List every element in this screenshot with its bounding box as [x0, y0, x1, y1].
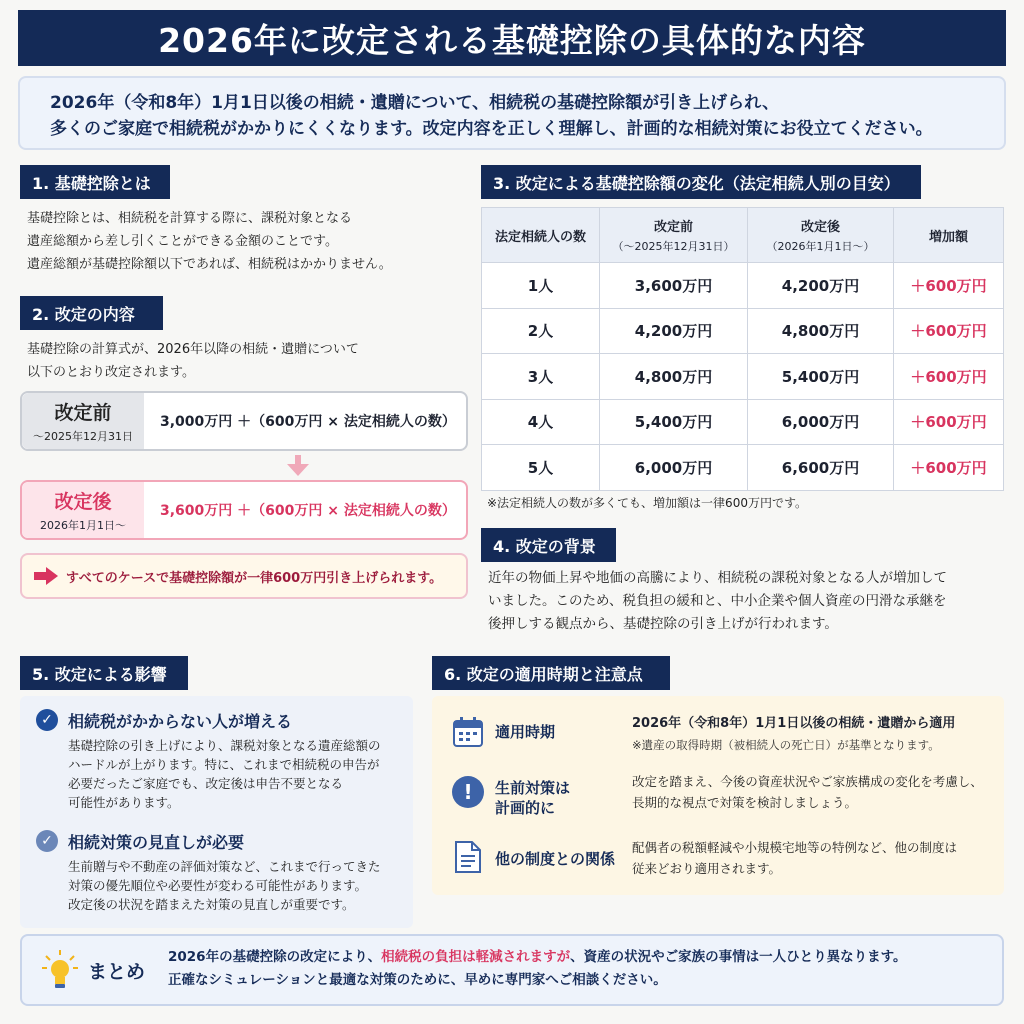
summary-text: [168, 946, 907, 992]
check-icon: ✓: [36, 830, 58, 852]
cell-increase: ＋600万円: [894, 445, 1004, 491]
section-1-line: 基礎控除とは、相続税を計算する際に、課税対象となる: [27, 211, 353, 226]
cell-after: 4,200万円: [748, 263, 894, 309]
cell-heirs: 5人: [482, 445, 600, 491]
cell-after: 6,600万円: [748, 445, 894, 491]
before-label-text: 改定前: [54, 402, 112, 424]
section-1-body: [27, 207, 457, 276]
section-4-line: いました。このため、税負担の緩和と、中小企業や個人資産の円滑な承継を: [488, 593, 947, 609]
document-icon: [454, 840, 482, 874]
summary-label: まとめ: [88, 961, 146, 983]
table-header-row: [482, 208, 1004, 263]
timing-main: 2026年（令和8年）1月1日以後の相続・遺贈から適用: [632, 716, 956, 731]
before-formula-box: [20, 391, 468, 451]
summary-line-1-post: 、資産の状況やご家族の事情は一人ひとり異なります。: [570, 949, 907, 965]
cell-heirs: 1人: [482, 263, 600, 309]
cell-after: 6,000万円: [748, 399, 894, 445]
before-period: ～2025年12月31日: [33, 430, 133, 443]
impact-2-line: 対策の優先順位や必要性が変わる可能性があります。: [68, 878, 368, 893]
cell-heirs: 2人: [482, 308, 600, 354]
timing-sub: ※遺産の取得時期（被相続人の死亡日）が基準となります。: [632, 738, 940, 752]
cell-increase: ＋600万円: [894, 308, 1004, 354]
table-row: [482, 263, 1004, 309]
check-icon: ✓: [36, 709, 58, 731]
cell-increase: ＋600万円: [894, 354, 1004, 400]
section-1-line: 遺産総額から差し引くことができる金額のことです。: [27, 234, 338, 249]
impact-1-line: ハードルが上がります。特に、これまで相続税の申告が: [68, 757, 380, 772]
impact-2-line: 改定後の状況を踏まえた対策の見直しが重要です。: [68, 897, 355, 912]
other-systems-line: 従来どおり適用されます。: [632, 861, 782, 876]
impact-2-text: [68, 857, 408, 914]
planning-label-line: 計画的に: [495, 799, 556, 817]
table-row: [482, 354, 1004, 400]
section-2-body: [27, 338, 457, 384]
cell-heirs: 3人: [482, 354, 600, 400]
header-before-label: 改定前: [653, 220, 693, 235]
after-period: 2026年1月1日～: [40, 519, 126, 532]
after-label-text: 改定後: [54, 491, 112, 513]
section-1-line: 遺産総額が基礎控除額以下であれば、相続税はかかりません。: [27, 257, 392, 272]
cell-heirs: 4人: [482, 399, 600, 445]
cell-before: 5,400万円: [600, 399, 748, 445]
summary-line-2: 正確なシミュレーションと最適な対策のために、早めに専門家へご相談ください。: [168, 972, 667, 988]
impact-1-title: 相続税がかからない人が増える: [68, 712, 293, 731]
table-row: [482, 445, 1004, 491]
header-after-label: 改定後: [800, 220, 840, 235]
table-row: [482, 399, 1004, 445]
intro-box: [18, 76, 1006, 150]
header-after-sub: （2026年1月1日～）: [766, 240, 875, 253]
header-heirs: 法定相続人の数: [482, 208, 600, 263]
impact-1-line: 必要だったご家庭でも、改定後は申告不要となる: [68, 776, 344, 791]
section-5-heading: 5. 改定による影響: [20, 656, 188, 690]
lightbulb-icon: [42, 950, 78, 990]
impact-1-text: [68, 736, 408, 812]
section-2-line: 以下のとおり改定されます。: [27, 365, 195, 380]
intro-line-2: 多くのご家庭で相続税がかかりにくくなります。改定内容を正しく理解し、計画的な相続対策にお役立てください。: [50, 119, 933, 139]
before-formula: 3,000万円 ＋（600万円 × 法定相続人の数）: [160, 414, 456, 430]
cell-increase: ＋600万円: [894, 399, 1004, 445]
impact-1-line: 可能性があります。: [68, 795, 180, 810]
cell-before: 3,600万円: [600, 263, 748, 309]
section-6-heading: 6. 改定の適用時期と注意点: [432, 656, 670, 690]
section-4-heading: 4. 改定の背景: [481, 528, 616, 562]
header-before: [600, 208, 748, 263]
cell-after: 5,400万円: [748, 354, 894, 400]
table-row: [482, 308, 1004, 354]
section-4-line: 後押しする観点から、基礎控除の引き上げが行われます。: [488, 616, 838, 632]
planning-line: 長期的な視点で対策を検討しましょう。: [632, 795, 858, 810]
right-arrow-icon: [34, 567, 58, 585]
cell-before: 4,200万円: [600, 308, 748, 354]
before-label: [22, 393, 144, 449]
summary-line-1-pre: 2026年の基礎控除の改定により、: [168, 949, 382, 965]
down-arrow-icon: [285, 455, 311, 477]
cell-increase: ＋600万円: [894, 263, 1004, 309]
cell-before: 6,000万円: [600, 445, 748, 491]
exclamation-icon: !: [452, 776, 484, 808]
cell-after: 4,800万円: [748, 308, 894, 354]
header-increase: 増加額: [894, 208, 1004, 263]
note-box: [20, 553, 468, 599]
section-3-heading: 3. 改定による基礎控除額の変化（法定相続人別の目安）: [481, 165, 921, 199]
header-before-sub: （～2025年12月31日）: [612, 240, 735, 253]
table-footnote: ※法定相続人の数が多くても、増加額は一律600万円です。: [487, 496, 808, 510]
deduction-table: [481, 207, 1004, 491]
note-text: すべてのケースで基礎控除額が一律600万円引き上げられます。: [66, 570, 443, 586]
impact-1-line: 基礎控除の引き上げにより、課税対象となる遺産総額の: [68, 738, 381, 753]
after-label: [22, 482, 144, 538]
intro-line-1: 2026年（令和8年）1月1日以後の相続・遺贈について、相続税の基礎控除額が引き上げられ、: [50, 93, 780, 113]
planning-text: [632, 771, 983, 813]
other-systems-label: 他の制度との関係: [495, 850, 616, 868]
planning-label: [495, 778, 570, 818]
other-systems-text: [632, 837, 957, 879]
planning-line: 改定を踏まえ、今後の資産状況やご家族構成の変化を考慮し、: [632, 774, 983, 789]
section-4-line: 近年の物価上昇や地価の高騰により、相続税の課税対象となる人が増加して: [488, 570, 947, 586]
summary-line-1: [168, 946, 907, 969]
section-2-line: 基礎控除の計算式が、2026年以降の相続・遺贈について: [27, 342, 359, 357]
summary-highlight: 相続税の負担は軽減されますが: [381, 949, 571, 965]
cell-before: 4,800万円: [600, 354, 748, 400]
planning-label-line: 生前対策は: [495, 779, 571, 797]
header-after: [748, 208, 894, 263]
impact-2-title: 相続対策の見直しが必要: [68, 833, 245, 852]
other-systems-line: 配偶者の税額軽減や小規模宅地等の特例など、他の制度は: [632, 840, 958, 855]
impact-2-line: 生前贈与や不動産の評価対策など、これまで行ってきた: [68, 859, 381, 874]
calendar-icon: [452, 716, 484, 748]
section-1-heading: 1. 基礎控除とは: [20, 165, 170, 199]
section-2-heading: 2. 改定の内容: [20, 296, 163, 330]
after-formula-box: [20, 480, 468, 540]
section-4-body: [488, 567, 1008, 636]
page-title: 2026年に改定される基礎控除の具体的な内容: [18, 10, 1006, 66]
after-formula: 3,600万円 ＋（600万円 × 法定相続人の数）: [160, 503, 456, 519]
timing-label: 適用時期: [495, 723, 556, 741]
